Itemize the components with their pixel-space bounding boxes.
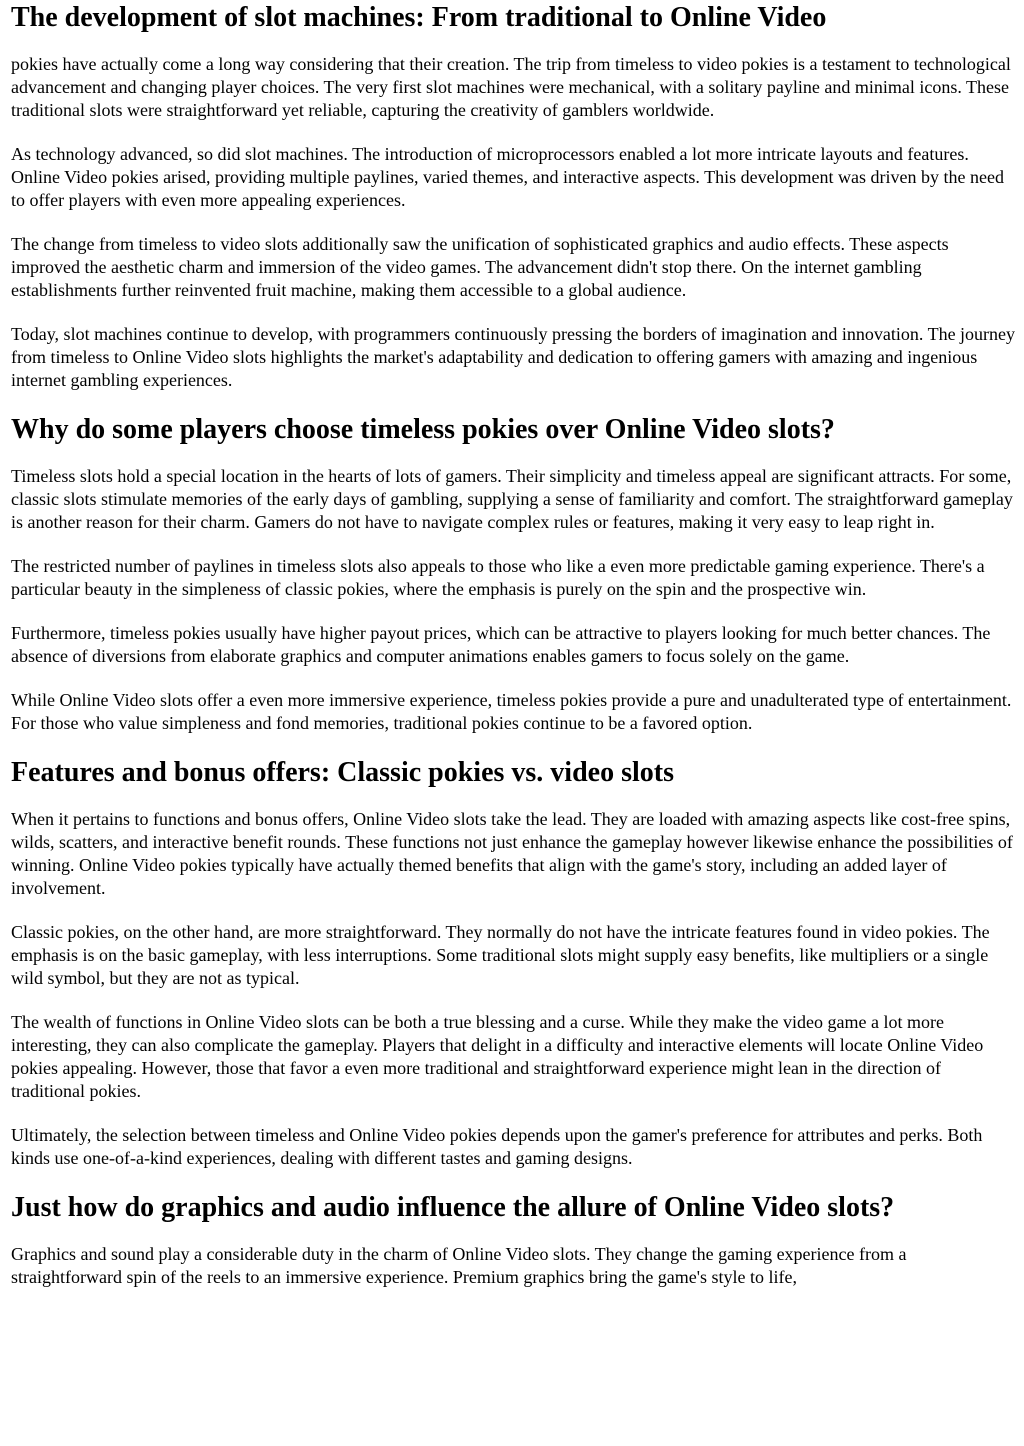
paragraph: Graphics and sound play a considerable duty in the charm of Online Video slots. They change the gaming experience from a straightforward spin of the reels to an immersive experience. Premium graphics bring the game's style to life, <box>11 1244 907 1287</box>
paragraph: While Online Video slots offer a even more immersive experience, timeless pokies provide a pure and unadulterated type of entertainment. For those who value simpleness and fond memories, traditional pokies continue to be a favored option. <box>11 690 1012 733</box>
section-evolution <box>11 0 1016 392</box>
paragraph: The restricted number of paylines in timeless slots also appeals to those who like a even more predictable gaming experience. There's a particular beauty in the simpleness of classic pokies, where the emphasis is purely on the spin and the prospective win. <box>11 556 985 599</box>
paragraph: The wealth of functions in Online Video slots can be both a true blessing and a curse. While they make the video game a lot more interesting, they can also complicate the gameplay. Players that delight in a difficulty and interactive elements will locate Online Video pokies appealing. However, those that favor a even more traditional and straightforward experience might lean in the direction of traditional pokies. <box>11 1012 984 1101</box>
section-features-bonuses <box>11 757 1016 1170</box>
paragraph: Timeless slots hold a special location in the hearts of lots of gamers. Their simplicity and timeless appeal are significant attracts. For some, classic slots stimulate memories of the early days of gambling, supplying a sense of familiarity and comfort. The straightforward gameplay is another reason for their charm. Gamers do not have to navigate complex rules or features, making it very easy to leap right in. <box>11 466 1013 532</box>
section-heading: Just how do graphics and audio influence the allure of Online Video slots? <box>11 1192 895 1223</box>
page-title: The development of slot machines: From traditional to Online Video <box>11 2 827 33</box>
paragraph: As technology advanced, so did slot machines. The introduction of microprocessors enabled a lot more intricate layouts and features. Online Video pokies arised, providing multiple paylines, varied themes, and interactive aspects. This development was driven by the need to offer players with even more appealing experiences. <box>11 144 1004 210</box>
paragraph: pokies have actually come a long way considering that their creation. The trip from timeless to video pokies is a testament to technological advancement and changing player choices. The very first slot machines were mechanical, with a solitary payline and minimal icons. These traditional slots were straightforward yet reliable, capturing the creativity of gamblers worldwide. <box>11 54 1011 120</box>
paragraph: Today, slot machines continue to develop, with programmers continuously pressing the borders of imagination and innovation. The journey from timeless to Online Video slots highlights the market's adaptability and dedication to offering gamers with amazing and ingenious internet gambling experiences. <box>11 324 1016 390</box>
paragraph: When it pertains to functions and bonus offers, Online Video slots take the lead. They are loaded with amazing aspects like cost-free spins, wilds, scatters, and interactive benefit rounds. These functions not just enhance the gameplay however likewise enhance the possibilities of winning. Online Video pokies typically have actually themed benefits that align with the game's story, including an added layer of involvement. <box>11 809 1013 898</box>
section-graphics-audio <box>11 1192 1016 1289</box>
section-heading: Why do some players choose timeless pokies over Online Video slots? <box>11 414 835 445</box>
paragraph: Furthermore, timeless pokies usually have higher payout prices, which can be attractive to players looking for much better chances. The absence of diversions from elaborate graphics and computer animations enables gamers to focus solely on the game. <box>11 623 991 666</box>
paragraph: The change from timeless to video slots additionally saw the unification of sophisticated graphics and audio effects. These aspects improved the aesthetic charm and immersion of the video games. The advancement didn't stop there. On the internet gambling establishments further reinvented fruit machine, making them accessible to a global audience. <box>11 234 949 300</box>
section-classic-preference <box>11 414 1016 735</box>
paragraph: Ultimately, the selection between timeless and Online Video pokies depends upon the gamer's preference for attributes and perks. Both kinds use one-of-a-kind experiences, dealing with different tastes and gaming designs. <box>11 1125 983 1168</box>
paragraph: Classic pokies, on the other hand, are more straightforward. They normally do not have the intricate features found in video pokies. The emphasis is on the basic gameplay, with less interruptions. Some traditional slots might supply easy benefits, like multipliers or a single wild symbol, but they are not as typical. <box>11 922 990 988</box>
section-heading: Features and bonus offers: Classic pokies vs. video slots <box>11 757 674 788</box>
